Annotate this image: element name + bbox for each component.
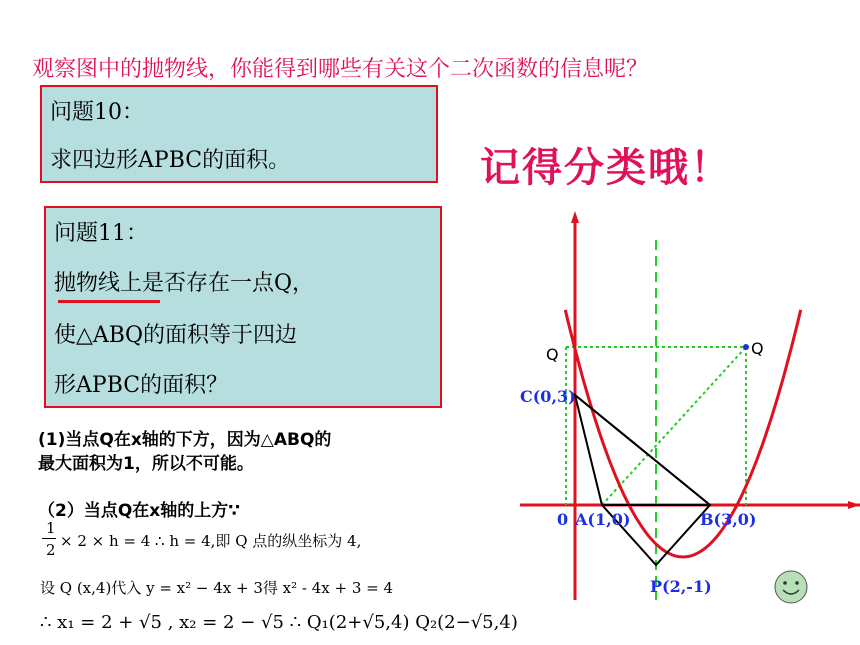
parabola-graph: [520, 205, 860, 600]
label-b: B(3,0): [700, 510, 757, 529]
problem-11-line2: 使△ABQ的面积等于四边: [54, 323, 298, 348]
red-underline: [58, 300, 160, 303]
fraction-bar: [42, 538, 56, 539]
x-axis-arrow: [848, 501, 860, 509]
label-c: C(0,3): [520, 387, 576, 406]
case-1-line1: (1)当点Q在x轴的下方，因为△ABQ的: [38, 430, 332, 450]
problem-10-title: 问题10：: [50, 100, 144, 125]
label-p: P(2,-1): [650, 577, 712, 596]
problem-11-box: [44, 206, 442, 408]
problem-11-line3: 形APBC的面积？: [54, 373, 229, 398]
problem-10-box: [40, 85, 438, 183]
problem-11-title: 问题11：: [54, 221, 148, 246]
fraction-numerator: 1: [46, 519, 56, 537]
math-line-2: 设 Q (x,4)代入 y = x² − 4x + 3得 x² - 4x + 3 = 4: [40, 579, 394, 597]
label-a: A(1,0): [575, 510, 631, 529]
problem-10-text: 求四边形APBC的面积。: [50, 148, 291, 173]
case-1: [38, 428, 331, 476]
label-q-left: Q: [546, 345, 559, 364]
y-axis-arrow: [571, 211, 579, 223]
fraction-denominator: 2: [46, 541, 56, 559]
label-q-right: Q: [751, 339, 764, 358]
problem-11-line1: 抛物线上是否存在一点Q，: [54, 271, 315, 296]
header-question: 观察图中的抛物线，你能得到哪些有关这个二次函数的信息呢？: [32, 57, 649, 82]
reminder-text: 记得分类哦！: [480, 144, 732, 191]
math-line-1-rest: × 2 × h = 4 ∴ h = 4,即 Q 点的纵坐标为 4,: [60, 532, 362, 550]
cb-line: [575, 395, 710, 505]
smiley-icon: [772, 568, 810, 606]
case-1-line2: 最大面积为1，所以不可能。: [38, 454, 254, 474]
math-line-3: ∴ x₁ = 2 + √5 , x₂ = 2 − √5 ∴ Q₁(2+√5,4) Q₂(2−√5,4): [40, 612, 518, 633]
case-2: （2）当点Q在x轴的上方∵: [38, 501, 241, 521]
q-point-dot: [743, 344, 749, 350]
aq-line: [602, 347, 746, 505]
label-origin: 0: [557, 510, 569, 529]
